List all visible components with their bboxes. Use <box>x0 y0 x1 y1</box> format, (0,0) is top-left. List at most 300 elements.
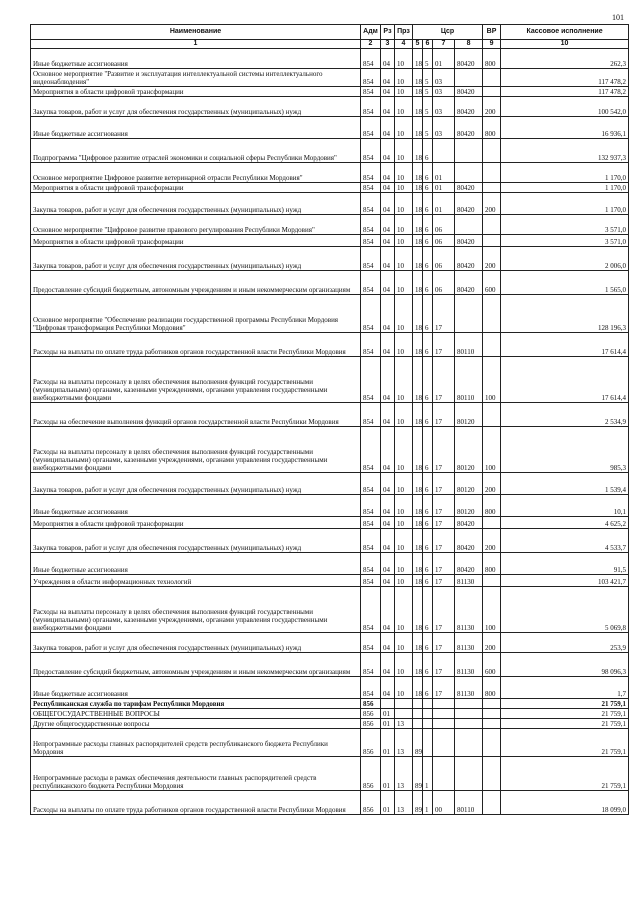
row-rz: 01 <box>381 791 395 815</box>
row-prz: 13 <box>395 719 413 729</box>
row-csr-direction: 80120 <box>455 403 483 427</box>
row-prz: 13 <box>395 791 413 815</box>
row-csr-subprogram: 6 <box>423 163 433 183</box>
row-cash-execution: 21 759,1 <box>501 709 629 719</box>
row-cash-execution: 253,9 <box>501 633 629 653</box>
row-csr-subprogram: 5 <box>423 97 433 117</box>
table-row <box>31 69 629 87</box>
table-row <box>31 517 629 529</box>
row-rz: 04 <box>381 517 395 529</box>
row-rz <box>381 699 395 709</box>
row-prz: 13 <box>395 757 413 791</box>
row-csr-direction <box>455 215 483 235</box>
row-csr-subprogram: 6 <box>423 473 433 495</box>
row-csr-program: 18 <box>413 633 423 653</box>
table-row <box>31 403 629 427</box>
row-rz: 04 <box>381 163 395 183</box>
row-vr: 200 <box>483 633 501 653</box>
table-row <box>31 357 629 403</box>
row-prz: 10 <box>395 333 413 357</box>
row-adm: 854 <box>361 247 381 271</box>
row-adm: 856 <box>361 729 381 757</box>
row-prz: 10 <box>395 97 413 117</box>
row-csr-subprogram: 6 <box>423 193 433 215</box>
row-prz: 10 <box>395 117 413 139</box>
row-name: Закупка товаров, работ и услуг для обеспечения государственных (муниципальных) нужд <box>31 247 361 271</box>
row-csr-subprogram: 6 <box>423 333 433 357</box>
row-adm: 854 <box>361 333 381 357</box>
row-vr <box>483 575 501 587</box>
row-name: Основное мероприятие Цифровое развитие ветеринарной отрасли Республики Мордовия" <box>31 163 361 183</box>
header-name: Наименование <box>31 25 361 40</box>
row-csr-direction: 80120 <box>455 495 483 517</box>
row-csr-subprogram: 6 <box>423 553 433 575</box>
row-csr-event: 03 <box>433 97 455 117</box>
row-adm: 856 <box>361 699 381 709</box>
header-prz: Прз <box>395 25 413 40</box>
row-adm: 854 <box>361 427 381 473</box>
row-prz: 10 <box>395 183 413 193</box>
row-adm: 854 <box>361 653 381 677</box>
row-cash-execution: 5 069,8 <box>501 587 629 633</box>
row-csr-program: 18 <box>413 139 423 163</box>
table-row <box>31 529 629 553</box>
row-cash-execution: 2 006,0 <box>501 247 629 271</box>
row-name: Иные бюджетные ассигнования <box>31 553 361 575</box>
row-csr-subprogram: 6 <box>423 247 433 271</box>
row-adm: 854 <box>361 183 381 193</box>
row-adm: 856 <box>361 791 381 815</box>
row-vr <box>483 791 501 815</box>
table-row <box>31 553 629 575</box>
table-row <box>31 117 629 139</box>
row-name: Расходы на выплаты персоналу в целях обеспечения выполнения функций государственными (муниципальными) органами, казенными учреждениями, органами управления государственными внебюджетными фондами <box>31 587 361 633</box>
row-csr-direction <box>455 709 483 719</box>
row-adm: 854 <box>361 215 381 235</box>
row-adm: 854 <box>361 69 381 87</box>
row-csr-subprogram: 6 <box>423 357 433 403</box>
row-csr-event: 01 <box>433 49 455 69</box>
row-cash-execution: 117 478,2 <box>501 69 629 87</box>
row-csr-program: 89 <box>413 729 423 757</box>
table-row <box>31 163 629 183</box>
page-number: 101 <box>612 13 624 22</box>
row-csr-direction <box>455 295 483 333</box>
row-vr: 200 <box>483 529 501 553</box>
row-cash-execution: 1,7 <box>501 677 629 699</box>
row-vr: 200 <box>483 473 501 495</box>
header-vr: ВР <box>483 25 501 40</box>
table-row <box>31 49 629 69</box>
budget-execution-table <box>30 24 629 815</box>
row-csr-event: 06 <box>433 247 455 271</box>
column-index: 10 <box>501 40 629 49</box>
column-index: 8 <box>455 40 483 49</box>
row-csr-direction: 81130 <box>455 587 483 633</box>
row-adm: 854 <box>361 529 381 553</box>
row-name: Мероприятия в области цифровой трансформации <box>31 87 361 97</box>
row-prz: 10 <box>395 247 413 271</box>
row-csr-program: 18 <box>413 677 423 699</box>
row-vr: 100 <box>483 427 501 473</box>
row-rz: 04 <box>381 427 395 473</box>
row-rz: 04 <box>381 97 395 117</box>
table-row <box>31 575 629 587</box>
column-index-row <box>31 40 629 49</box>
row-name: Подпрограмма "Цифровое развитие отраслей экономики и социальной сферы Республики Мордовия" <box>31 139 361 163</box>
row-prz: 10 <box>395 215 413 235</box>
row-prz: 10 <box>395 49 413 69</box>
row-csr-program <box>413 719 423 729</box>
row-csr-subprogram: 6 <box>423 235 433 247</box>
table-row <box>31 295 629 333</box>
row-csr-direction <box>455 719 483 729</box>
row-vr <box>483 183 501 193</box>
row-name: Расходы на выплаты персоналу в целях обеспечения выполнения функций государственными (муниципальными) органами, казенными учреждениями, органами управления государственными внебюджетными фондами <box>31 427 361 473</box>
row-csr-event <box>433 709 455 719</box>
row-rz: 04 <box>381 247 395 271</box>
row-adm: 854 <box>361 163 381 183</box>
row-rz: 04 <box>381 333 395 357</box>
row-name: Иные бюджетные ассигнования <box>31 495 361 517</box>
row-prz: 10 <box>395 193 413 215</box>
row-vr: 800 <box>483 677 501 699</box>
row-cash-execution: 4 625,2 <box>501 517 629 529</box>
row-csr-subprogram: 6 <box>423 295 433 333</box>
row-rz: 04 <box>381 473 395 495</box>
row-cash-execution: 98 096,3 <box>501 653 629 677</box>
row-adm: 854 <box>361 677 381 699</box>
row-prz: 10 <box>395 633 413 653</box>
column-index: 4 <box>395 40 413 49</box>
row-csr-program <box>413 709 423 719</box>
row-name: Республиканская служба по тарифам Республики Мордовия <box>31 699 361 709</box>
row-cash-execution: 985,3 <box>501 427 629 473</box>
row-rz: 04 <box>381 653 395 677</box>
row-vr <box>483 709 501 719</box>
row-adm: 854 <box>361 473 381 495</box>
row-csr-event: 01 <box>433 163 455 183</box>
row-cash-execution: 1 565,0 <box>501 271 629 295</box>
row-csr-subprogram <box>423 699 433 709</box>
row-name: Основное мероприятие "Развитие и эксплуатация интеллектуальной системы интеллектуального видеонаблюдения" <box>31 69 361 87</box>
table-row <box>31 473 629 495</box>
row-cash-execution: 262,3 <box>501 49 629 69</box>
row-name: Закупка товаров, работ и услуг для обеспечения государственных (муниципальных) нужд <box>31 633 361 653</box>
row-csr-program: 18 <box>413 473 423 495</box>
table-body <box>31 49 629 815</box>
row-vr <box>483 69 501 87</box>
row-prz: 10 <box>395 473 413 495</box>
table-row <box>31 427 629 473</box>
row-adm: 854 <box>361 633 381 653</box>
row-csr-direction: 80420 <box>455 517 483 529</box>
row-csr-subprogram: 1 <box>423 791 433 815</box>
row-prz <box>395 709 413 719</box>
row-csr-subprogram: 6 <box>423 653 433 677</box>
table-row <box>31 587 629 633</box>
row-prz: 10 <box>395 69 413 87</box>
row-name: Предоставление субсидий бюджетным, автономным учреждениям и иным некоммерческим организациям <box>31 271 361 295</box>
table-row <box>31 271 629 295</box>
row-cash-execution: 1 170,0 <box>501 163 629 183</box>
row-cash-execution: 4 533,7 <box>501 529 629 553</box>
row-csr-subprogram: 6 <box>423 183 433 193</box>
row-csr-program: 18 <box>413 215 423 235</box>
table-row <box>31 235 629 247</box>
row-vr <box>483 333 501 357</box>
row-csr-program: 18 <box>413 295 423 333</box>
row-name: Закупка товаров, работ и услуг для обеспечения государственных (муниципальных) нужд <box>31 97 361 117</box>
row-csr-subprogram <box>423 719 433 729</box>
row-csr-event: 06 <box>433 271 455 295</box>
row-csr-program: 18 <box>413 403 423 427</box>
row-cash-execution: 21 759,1 <box>501 729 629 757</box>
row-adm: 854 <box>361 235 381 247</box>
table-row <box>31 709 629 719</box>
row-vr: 600 <box>483 653 501 677</box>
row-prz: 13 <box>395 729 413 757</box>
row-name: Предоставление субсидий бюджетным, автономным учреждениям и иным некоммерческим организациям <box>31 653 361 677</box>
row-rz: 04 <box>381 295 395 333</box>
row-rz: 04 <box>381 587 395 633</box>
row-vr <box>483 235 501 247</box>
row-rz: 04 <box>381 117 395 139</box>
row-rz: 04 <box>381 633 395 653</box>
row-csr-direction: 80110 <box>455 333 483 357</box>
table-row <box>31 677 629 699</box>
row-rz: 04 <box>381 139 395 163</box>
row-adm: 854 <box>361 139 381 163</box>
row-prz: 10 <box>395 403 413 427</box>
row-csr-subprogram <box>423 709 433 719</box>
row-name: Иные бюджетные ассигнования <box>31 49 361 69</box>
row-adm: 854 <box>361 357 381 403</box>
table-row <box>31 333 629 357</box>
row-rz: 01 <box>381 729 395 757</box>
row-csr-event: 17 <box>433 553 455 575</box>
row-csr-subprogram: 6 <box>423 403 433 427</box>
row-cash-execution: 1 170,0 <box>501 183 629 193</box>
row-csr-program: 18 <box>413 495 423 517</box>
row-csr-program: 18 <box>413 427 423 473</box>
row-csr-direction: 80120 <box>455 427 483 473</box>
row-rz: 04 <box>381 495 395 517</box>
row-csr-event: 00 <box>433 791 455 815</box>
row-name: Расходы на выплаты по оплате труда работников органов государственной власти Республики Мордовия <box>31 791 361 815</box>
header-cash-execution: Кассовое исполнение <box>501 25 629 40</box>
row-cash-execution: 1 539,4 <box>501 473 629 495</box>
row-csr-program: 18 <box>413 97 423 117</box>
row-prz: 10 <box>395 357 413 403</box>
row-vr <box>483 699 501 709</box>
row-csr-direction: 80420 <box>455 49 483 69</box>
row-csr-program: 18 <box>413 271 423 295</box>
row-csr-subprogram: 5 <box>423 87 433 97</box>
row-rz: 04 <box>381 49 395 69</box>
row-vr: 800 <box>483 553 501 575</box>
row-cash-execution: 21 759,1 <box>501 719 629 729</box>
row-rz: 04 <box>381 87 395 97</box>
row-vr <box>483 719 501 729</box>
row-name: Непрограммные расходы в рамках обеспечения деятельности главных распорядителей средств республиканского бюджета Республики Мордовия <box>31 757 361 791</box>
row-prz: 10 <box>395 517 413 529</box>
row-prz: 10 <box>395 235 413 247</box>
row-rz: 04 <box>381 69 395 87</box>
row-csr-subprogram: 5 <box>423 69 433 87</box>
row-csr-direction: 80420 <box>455 235 483 247</box>
row-csr-event: 01 <box>433 183 455 193</box>
row-csr-program: 89 <box>413 791 423 815</box>
row-csr-event: 01 <box>433 193 455 215</box>
row-name: Закупка товаров, работ и услуг для обеспечения государственных (муниципальных) нужд <box>31 529 361 553</box>
row-csr-event: 03 <box>433 69 455 87</box>
row-adm: 854 <box>361 495 381 517</box>
row-name: ОБЩЕГОСУДАРСТВЕННЫЕ ВОПРОСЫ <box>31 709 361 719</box>
row-name: Непрограммные расходы главных распорядителей средств республиканского бюджета Республики Мордовия <box>31 729 361 757</box>
column-index: 5 <box>413 40 423 49</box>
row-vr: 100 <box>483 357 501 403</box>
row-vr <box>483 757 501 791</box>
row-csr-subprogram: 6 <box>423 633 433 653</box>
row-csr-program: 18 <box>413 333 423 357</box>
row-cash-execution: 10,1 <box>501 495 629 517</box>
row-adm: 856 <box>361 757 381 791</box>
row-vr: 200 <box>483 97 501 117</box>
table-row <box>31 193 629 215</box>
row-csr-program: 89 <box>413 757 423 791</box>
row-csr-program: 18 <box>413 235 423 247</box>
row-rz: 04 <box>381 215 395 235</box>
row-name: Основное мероприятие "Обеспечение реализации государственной программы Республики Мордовия "Цифровая трансформация Республики Мордовия" <box>31 295 361 333</box>
row-adm: 854 <box>361 271 381 295</box>
header-rz: Рз <box>381 25 395 40</box>
row-csr-event <box>433 729 455 757</box>
row-csr-event: 17 <box>433 427 455 473</box>
row-csr-subprogram <box>423 729 433 757</box>
header-csr: Цср <box>413 25 483 40</box>
row-cash-execution: 3 571,0 <box>501 235 629 247</box>
row-vr: 800 <box>483 117 501 139</box>
row-name: Иные бюджетные ассигнования <box>31 117 361 139</box>
row-cash-execution: 17 614,4 <box>501 333 629 357</box>
row-csr-event: 17 <box>433 403 455 427</box>
row-adm: 854 <box>361 193 381 215</box>
row-csr-program: 18 <box>413 183 423 193</box>
row-csr-program: 18 <box>413 553 423 575</box>
table-row <box>31 139 629 163</box>
column-index: 6 <box>423 40 433 49</box>
table-row <box>31 633 629 653</box>
row-csr-direction: 80420 <box>455 87 483 97</box>
row-name: Иные бюджетные ассигнования <box>31 677 361 699</box>
row-prz <box>395 699 413 709</box>
row-adm: 854 <box>361 587 381 633</box>
row-adm: 854 <box>361 49 381 69</box>
row-vr <box>483 295 501 333</box>
row-cash-execution: 103 421,7 <box>501 575 629 587</box>
row-vr: 200 <box>483 247 501 271</box>
row-csr-direction: 80420 <box>455 193 483 215</box>
row-csr-subprogram: 6 <box>423 575 433 587</box>
row-cash-execution: 1 170,0 <box>501 193 629 215</box>
row-csr-program: 18 <box>413 529 423 553</box>
row-csr-event <box>433 757 455 791</box>
row-csr-direction <box>455 757 483 791</box>
row-rz: 04 <box>381 553 395 575</box>
row-csr-program: 18 <box>413 49 423 69</box>
row-name: Учреждения в области информационных технологий <box>31 575 361 587</box>
row-csr-event <box>433 139 455 163</box>
row-csr-direction <box>455 69 483 87</box>
row-csr-event: 03 <box>433 117 455 139</box>
row-rz: 04 <box>381 193 395 215</box>
header-adm: Адм <box>361 25 381 40</box>
row-rz: 04 <box>381 357 395 403</box>
row-vr: 200 <box>483 193 501 215</box>
row-csr-program: 18 <box>413 193 423 215</box>
row-vr <box>483 163 501 183</box>
row-vr: 100 <box>483 587 501 633</box>
table-row <box>31 729 629 757</box>
row-csr-subprogram: 6 <box>423 529 433 553</box>
row-adm: 854 <box>361 97 381 117</box>
row-vr <box>483 139 501 163</box>
row-csr-event: 17 <box>433 295 455 333</box>
row-name: Мероприятия в области цифровой трансформации <box>31 183 361 193</box>
table-row <box>31 719 629 729</box>
row-vr <box>483 403 501 427</box>
row-prz: 10 <box>395 587 413 633</box>
row-csr-program: 18 <box>413 69 423 87</box>
row-rz: 04 <box>381 235 395 247</box>
column-index: 1 <box>31 40 361 49</box>
row-csr-event: 17 <box>433 633 455 653</box>
row-csr-event: 17 <box>433 333 455 357</box>
row-prz: 10 <box>395 529 413 553</box>
row-csr-direction: 80420 <box>455 247 483 271</box>
row-csr-subprogram: 6 <box>423 517 433 529</box>
row-csr-subprogram: 5 <box>423 49 433 69</box>
row-vr: 800 <box>483 49 501 69</box>
row-adm: 854 <box>361 117 381 139</box>
row-rz: 01 <box>381 757 395 791</box>
row-csr-direction: 80420 <box>455 117 483 139</box>
row-csr-direction: 80420 <box>455 183 483 193</box>
row-vr: 800 <box>483 495 501 517</box>
row-csr-event: 17 <box>433 587 455 633</box>
row-csr-direction: 80420 <box>455 271 483 295</box>
row-csr-program: 18 <box>413 87 423 97</box>
row-cash-execution: 100 542,0 <box>501 97 629 117</box>
row-csr-subprogram: 6 <box>423 215 433 235</box>
header-row <box>31 25 629 40</box>
row-csr-direction <box>455 729 483 757</box>
row-cash-execution: 21 759,1 <box>501 757 629 791</box>
row-csr-direction <box>455 699 483 709</box>
row-csr-direction: 80420 <box>455 97 483 117</box>
table-row <box>31 97 629 117</box>
row-prz: 10 <box>395 553 413 575</box>
row-csr-event <box>433 699 455 709</box>
table-row <box>31 791 629 815</box>
row-adm: 854 <box>361 403 381 427</box>
row-cash-execution: 18 099,0 <box>501 791 629 815</box>
row-csr-direction: 81130 <box>455 575 483 587</box>
row-rz: 04 <box>381 271 395 295</box>
row-csr-event: 17 <box>433 357 455 403</box>
row-name: Мероприятия в области цифровой трансформации <box>31 235 361 247</box>
